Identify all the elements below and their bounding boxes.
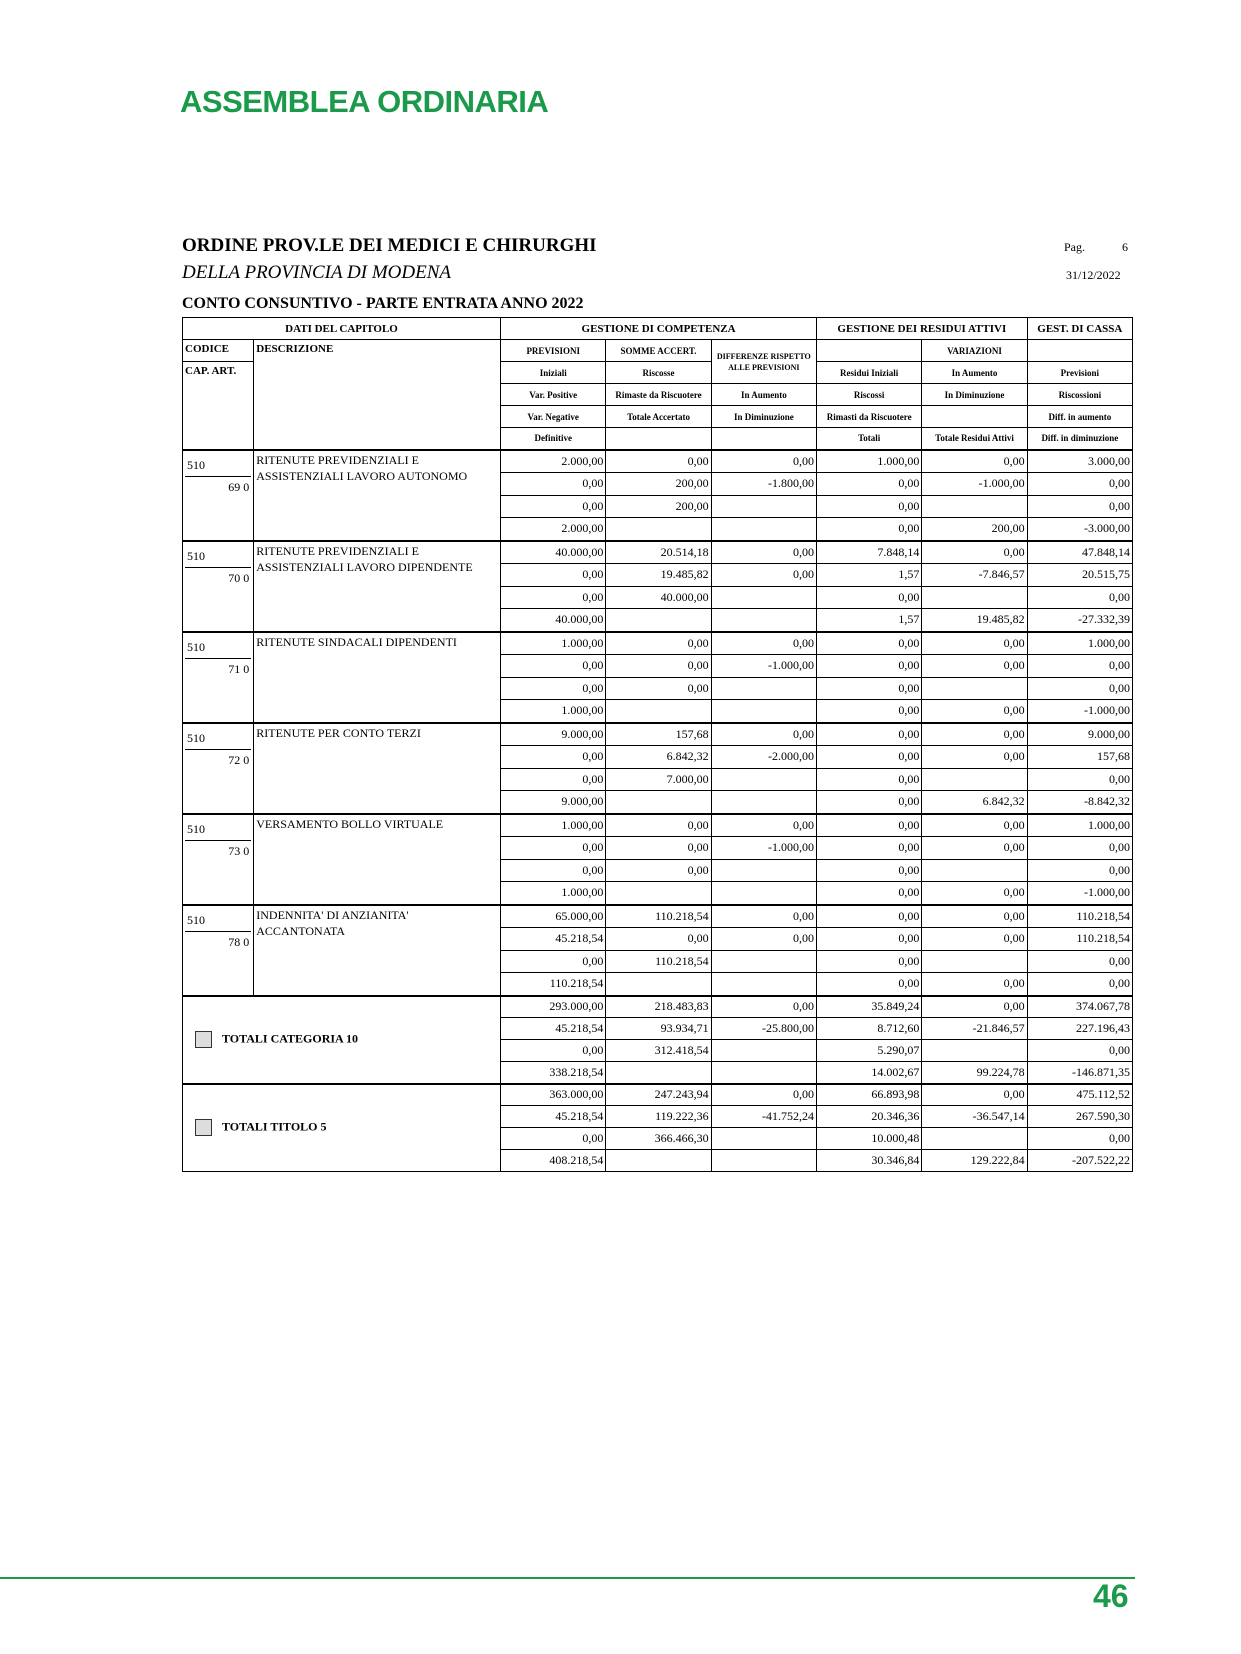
col-header: In Aumento	[711, 384, 816, 406]
value-cell: 0,00	[922, 882, 1027, 905]
value-cell: 0,00	[711, 563, 816, 586]
value-cell: 45.218,54	[501, 927, 606, 950]
value-cell: 0,00	[817, 882, 922, 905]
description-cell: RITENUTE SINDACALI DIPENDENTI	[254, 632, 501, 723]
value-cell: 374.067,78	[1027, 996, 1132, 1018]
art-code: 71 0	[228, 661, 250, 676]
checkbox-icon	[195, 1119, 212, 1136]
value-cell: 0,00	[922, 654, 1027, 677]
value-cell: 19.485,82	[606, 563, 711, 586]
value-cell: 7.848,14	[817, 541, 922, 564]
value-cell	[922, 495, 1027, 518]
value-cell: 247.243,94	[606, 1084, 711, 1106]
value-cell	[711, 791, 816, 814]
value-cell: 20.514,18	[606, 541, 711, 564]
value-cell: -41.752,24	[711, 1106, 816, 1128]
code-cell	[183, 541, 254, 632]
code-cell	[183, 450, 254, 541]
value-cell: 0,00	[501, 745, 606, 768]
cap-code: 510	[187, 548, 205, 563]
col-header: SOMME ACCERT.	[606, 340, 711, 362]
value-cell: 30.346,84	[817, 1150, 922, 1172]
value-cell	[711, 950, 816, 973]
value-cell: 0,00	[922, 632, 1027, 655]
value-cell: 0,00	[711, 814, 816, 837]
value-cell: 0,00	[606, 927, 711, 950]
value-cell	[606, 791, 711, 814]
value-cell: 0,00	[711, 541, 816, 564]
value-cell	[606, 1150, 711, 1172]
value-cell: -1.000,00	[922, 472, 1027, 495]
value-cell	[922, 677, 1027, 700]
value-cell	[606, 973, 711, 996]
value-cell: 9.000,00	[501, 723, 606, 746]
value-cell: 0,00	[817, 700, 922, 723]
value-cell: 66.893,98	[817, 1084, 922, 1106]
value-cell: 2.000,00	[501, 518, 606, 541]
description-cell: RITENUTE PREVIDENZIALI E ASSISTENZIALI LAVORO AUTONOMO	[254, 450, 501, 541]
value-cell	[711, 973, 816, 996]
col-header: Diff. in diminuzione	[1027, 428, 1132, 450]
cap-art-header: CAP. ART.	[183, 362, 254, 450]
value-cell: 19.485,82	[922, 609, 1027, 632]
value-cell	[606, 882, 711, 905]
value-cell: 1.000,00	[501, 814, 606, 837]
value-cell: 35.849,24	[817, 996, 922, 1018]
group-header: GESTIONE DI COMPETENZA	[501, 318, 817, 340]
value-cell: 0,00	[817, 677, 922, 700]
value-cell	[711, 586, 816, 609]
value-cell: 312.418,54	[606, 1040, 711, 1062]
value-cell	[711, 768, 816, 791]
code-cell	[183, 723, 254, 814]
group-header: GEST. DI CASSA	[1027, 318, 1132, 340]
value-cell: 1,57	[817, 563, 922, 586]
value-cell: 0,00	[922, 700, 1027, 723]
value-cell: -27.332,39	[1027, 609, 1132, 632]
value-cell: -1.000,00	[1027, 882, 1132, 905]
col-header: Totale Residui Attivi	[922, 428, 1027, 450]
value-cell	[711, 700, 816, 723]
col-header: Rimaste da Riscuotere	[606, 384, 711, 406]
org-province: DELLA PROVINCIA DI MODENA	[182, 262, 451, 283]
value-cell: 0,00	[1027, 654, 1132, 677]
value-cell: 110.218,54	[1027, 927, 1132, 950]
value-cell: 0,00	[711, 723, 816, 746]
value-cell: 200,00	[922, 518, 1027, 541]
value-cell: 6.842,32	[922, 791, 1027, 814]
value-cell: 0,00	[1027, 677, 1132, 700]
value-cell: 110.218,54	[606, 950, 711, 973]
table-row	[183, 541, 1133, 564]
cap-code: 510	[187, 730, 205, 745]
col-header: VARIAZIONI	[922, 340, 1027, 362]
value-cell: 0,00	[922, 973, 1027, 996]
value-cell: 0,00	[1027, 859, 1132, 882]
value-cell	[922, 586, 1027, 609]
value-cell: 0,00	[501, 586, 606, 609]
value-cell: 0,00	[817, 518, 922, 541]
value-cell: 0,00	[922, 836, 1027, 859]
value-cell: -1.800,00	[711, 472, 816, 495]
table-row	[183, 450, 1133, 473]
value-cell: 6.842,32	[606, 745, 711, 768]
value-cell: 110.218,54	[606, 905, 711, 928]
value-cell: 40.000,00	[606, 586, 711, 609]
table-row	[183, 814, 1133, 837]
checkbox-icon	[195, 1031, 212, 1048]
value-cell: 0,00	[501, 1128, 606, 1150]
value-cell: 0,00	[817, 495, 922, 518]
value-cell: 0,00	[501, 563, 606, 586]
value-cell	[606, 609, 711, 632]
table-row	[183, 905, 1133, 928]
group-header: GESTIONE DEI RESIDUI ATTIVI	[817, 318, 1028, 340]
value-cell: 45.218,54	[501, 1106, 606, 1128]
totals-label-cell	[183, 996, 501, 1084]
value-cell: 8.712,60	[817, 1018, 922, 1040]
value-cell: 0,00	[711, 450, 816, 473]
value-cell	[711, 1040, 816, 1062]
value-cell: 10.000,48	[817, 1128, 922, 1150]
value-cell: 0,00	[817, 723, 922, 746]
value-cell: 338.218,54	[501, 1062, 606, 1084]
value-cell: 0,00	[1027, 950, 1132, 973]
value-cell	[711, 1150, 816, 1172]
value-cell: 0,00	[711, 632, 816, 655]
value-cell: -207.522,22	[1027, 1150, 1132, 1172]
art-code: 73 0	[228, 843, 250, 858]
value-cell: 0,00	[922, 723, 1027, 746]
value-cell: 0,00	[1027, 472, 1132, 495]
value-cell: 20.515,75	[1027, 563, 1132, 586]
value-cell: -1.000,00	[711, 836, 816, 859]
col-header: Residui Iniziali	[817, 362, 922, 384]
value-cell: 200,00	[606, 472, 711, 495]
value-cell: 0,00	[1027, 836, 1132, 859]
footer-divider	[0, 1577, 1135, 1579]
value-cell	[711, 609, 816, 632]
value-cell: 45.218,54	[501, 1018, 606, 1040]
value-cell: 1.000,00	[817, 450, 922, 473]
value-cell: 0,00	[501, 677, 606, 700]
value-cell: 0,00	[817, 905, 922, 928]
value-cell: 0,00	[817, 814, 922, 837]
col-header: Riscosse	[606, 362, 711, 384]
value-cell: 7.000,00	[606, 768, 711, 791]
col-header	[817, 340, 922, 362]
value-cell: 0,00	[606, 654, 711, 677]
value-cell: 47.848,14	[1027, 541, 1132, 564]
col-header: Iniziali	[501, 362, 606, 384]
value-cell: 0,00	[817, 973, 922, 996]
col-header	[922, 406, 1027, 428]
value-cell: 157,68	[1027, 745, 1132, 768]
value-cell: 110.218,54	[501, 973, 606, 996]
value-cell: -8.842,32	[1027, 791, 1132, 814]
value-cell	[711, 518, 816, 541]
value-cell: 0,00	[817, 472, 922, 495]
value-cell: 110.218,54	[1027, 905, 1132, 928]
value-cell: 40.000,00	[501, 541, 606, 564]
value-cell: 0,00	[711, 927, 816, 950]
cap-code: 510	[187, 457, 205, 472]
value-cell: 1.000,00	[1027, 814, 1132, 837]
col-header: In Aumento	[922, 362, 1027, 384]
value-cell: 0,00	[501, 768, 606, 791]
col-header: In Diminuzione	[922, 384, 1027, 406]
value-cell: 0,00	[1027, 768, 1132, 791]
value-cell: 0,00	[922, 450, 1027, 473]
section-title: ASSEMBLEA ORDINARIA	[180, 84, 549, 119]
value-cell: 1,57	[817, 609, 922, 632]
page-number: 6	[1122, 240, 1128, 254]
footer-page-number: 46	[1093, 1578, 1129, 1614]
value-cell: 0,00	[817, 950, 922, 973]
value-cell	[922, 1040, 1027, 1062]
value-cell: 267.590,30	[1027, 1106, 1132, 1128]
value-cell: 0,00	[711, 996, 816, 1018]
value-cell: 475.112,52	[1027, 1084, 1132, 1106]
col-header: In Diminuzione	[711, 406, 816, 428]
value-cell: 0,00	[922, 814, 1027, 837]
value-cell: 99.224,78	[922, 1062, 1027, 1084]
descrizione-header: DESCRIZIONE	[254, 340, 501, 450]
value-cell: 408.218,54	[501, 1150, 606, 1172]
description-cell: RITENUTE PREVIDENZIALI E ASSISTENZIALI LAVORO DIPENDENTE	[254, 541, 501, 632]
value-cell	[922, 859, 1027, 882]
value-cell: 9.000,00	[501, 791, 606, 814]
value-cell: 0,00	[501, 495, 606, 518]
value-cell: -1.000,00	[1027, 700, 1132, 723]
value-cell	[606, 518, 711, 541]
value-cell: 0,00	[501, 654, 606, 677]
codice-header: CODICE	[183, 340, 254, 362]
description-cell: INDENNITA' DI ANZIANITA' ACCANTONATA	[254, 905, 501, 996]
value-cell: 40.000,00	[501, 609, 606, 632]
value-cell: 0,00	[606, 677, 711, 700]
cap-code: 510	[187, 912, 205, 927]
value-cell: 0,00	[501, 836, 606, 859]
value-cell: 1.000,00	[501, 632, 606, 655]
value-cell: 0,00	[606, 836, 711, 859]
value-cell: 0,00	[922, 1084, 1027, 1106]
art-code: 72 0	[228, 752, 250, 767]
value-cell: 14.002,67	[817, 1062, 922, 1084]
totals-row	[183, 996, 1133, 1018]
col-header: DIFFERENZE RISPETTO ALLE PREVISIONI	[711, 340, 816, 384]
col-header	[606, 428, 711, 450]
value-cell: 20.346,36	[817, 1106, 922, 1128]
org-title: ORDINE PROV.LE DEI MEDICI E CHIRURGHI	[182, 235, 597, 256]
art-code: 70 0	[228, 570, 250, 585]
value-cell: 0,00	[922, 745, 1027, 768]
totals-label: TOTALI TITOLO 5	[222, 1119, 327, 1134]
value-cell: 218.483,83	[606, 996, 711, 1018]
value-cell: 0,00	[817, 836, 922, 859]
col-header	[711, 428, 816, 450]
value-cell: 9.000,00	[1027, 723, 1132, 746]
value-cell: -7.846,57	[922, 563, 1027, 586]
value-cell: 0,00	[922, 541, 1027, 564]
value-cell: 363.000,00	[501, 1084, 606, 1106]
value-cell	[711, 859, 816, 882]
value-cell: 0,00	[922, 927, 1027, 950]
value-cell: -21.846,57	[922, 1018, 1027, 1040]
value-cell: 0,00	[501, 859, 606, 882]
col-header: Definitive	[501, 428, 606, 450]
table-row	[183, 632, 1133, 655]
value-cell: 65.000,00	[501, 905, 606, 928]
value-cell: 0,00	[817, 859, 922, 882]
value-cell: 1.000,00	[501, 700, 606, 723]
value-cell: 227.196,43	[1027, 1018, 1132, 1040]
col-header: PREVISIONI	[501, 340, 606, 362]
page-label: Pag.	[1064, 240, 1085, 254]
cap-code: 510	[187, 639, 205, 654]
value-cell: 0,00	[606, 859, 711, 882]
table-row	[183, 723, 1133, 746]
value-cell: 0,00	[501, 472, 606, 495]
code-cell	[183, 814, 254, 905]
value-cell	[711, 882, 816, 905]
value-cell: 0,00	[817, 791, 922, 814]
value-cell: 0,00	[817, 927, 922, 950]
value-cell: 2.000,00	[501, 450, 606, 473]
value-cell: 0,00	[501, 1040, 606, 1062]
value-cell	[711, 495, 816, 518]
totals-label-cell	[183, 1084, 501, 1172]
table-body	[183, 450, 1133, 1172]
value-cell	[922, 768, 1027, 791]
value-cell: 366.466,30	[606, 1128, 711, 1150]
value-cell	[922, 1128, 1027, 1150]
value-cell: 157,68	[606, 723, 711, 746]
value-cell	[922, 950, 1027, 973]
value-cell: 0,00	[1027, 1040, 1132, 1062]
value-cell: 1.000,00	[501, 882, 606, 905]
value-cell	[606, 700, 711, 723]
art-code: 78 0	[228, 934, 250, 949]
value-cell: 0,00	[711, 1084, 816, 1106]
report-date: 31/12/2022	[1066, 268, 1121, 282]
report-title: CONTO CONSUNTIVO - PARTE ENTRATA ANNO 2022	[182, 295, 584, 312]
value-cell: 129.222,84	[922, 1150, 1027, 1172]
value-cell	[711, 677, 816, 700]
value-cell: 0,00	[817, 632, 922, 655]
value-cell: -3.000,00	[1027, 518, 1132, 541]
value-cell: 1.000,00	[1027, 632, 1132, 655]
value-cell: 0,00	[1027, 586, 1132, 609]
code-cell	[183, 905, 254, 996]
description-cell: RITENUTE PER CONTO TERZI	[254, 723, 501, 814]
col-header: Riscossi	[817, 384, 922, 406]
value-cell: 0,00	[922, 905, 1027, 928]
value-cell: 0,00	[817, 768, 922, 791]
value-cell	[606, 1062, 711, 1084]
value-cell: -146.871,35	[1027, 1062, 1132, 1084]
value-cell: 0,00	[606, 632, 711, 655]
value-cell: 0,00	[817, 745, 922, 768]
budget-table	[182, 317, 1133, 1172]
value-cell: -36.547,14	[922, 1106, 1027, 1128]
value-cell: 119.222,36	[606, 1106, 711, 1128]
value-cell	[711, 1128, 816, 1150]
col-header: Totale Accertato	[606, 406, 711, 428]
value-cell: 0,00	[817, 586, 922, 609]
art-code: 69 0	[228, 479, 250, 494]
value-cell: 200,00	[606, 495, 711, 518]
value-cell: 0,00	[606, 814, 711, 837]
col-header: Riscossioni	[1027, 384, 1132, 406]
code-cell	[183, 632, 254, 723]
col-header: Diff. in aumento	[1027, 406, 1132, 428]
group-header: DATI DEL CAPITOLO	[183, 318, 501, 340]
value-cell: 0,00	[1027, 1128, 1132, 1150]
col-header: Var. Negative	[501, 406, 606, 428]
value-cell: -2.000,00	[711, 745, 816, 768]
col-header: Totali	[817, 428, 922, 450]
totals-row	[183, 1084, 1133, 1106]
value-cell: 293.000,00	[501, 996, 606, 1018]
value-cell: 93.934,71	[606, 1018, 711, 1040]
value-cell: 0,00	[1027, 495, 1132, 518]
totals-label: TOTALI CATEGORIA 10	[222, 1031, 359, 1046]
col-header: Rimasti da Riscuotere	[817, 406, 922, 428]
value-cell: 3.000,00	[1027, 450, 1132, 473]
value-cell: 0,00	[817, 654, 922, 677]
description-cell: VERSAMENTO BOLLO VIRTUALE	[254, 814, 501, 905]
value-cell: 0,00	[501, 950, 606, 973]
value-cell: 0,00	[1027, 973, 1132, 996]
value-cell: 5.290,07	[817, 1040, 922, 1062]
value-cell: 0,00	[711, 905, 816, 928]
value-cell: -25.800,00	[711, 1018, 816, 1040]
value-cell: 0,00	[922, 996, 1027, 1018]
cap-code: 510	[187, 821, 205, 836]
col-header: Previsioni	[1027, 362, 1132, 384]
value-cell: -1.000,00	[711, 654, 816, 677]
value-cell: 0,00	[606, 450, 711, 473]
col-header: Var. Positive	[501, 384, 606, 406]
col-header	[1027, 340, 1132, 362]
value-cell	[711, 1062, 816, 1084]
